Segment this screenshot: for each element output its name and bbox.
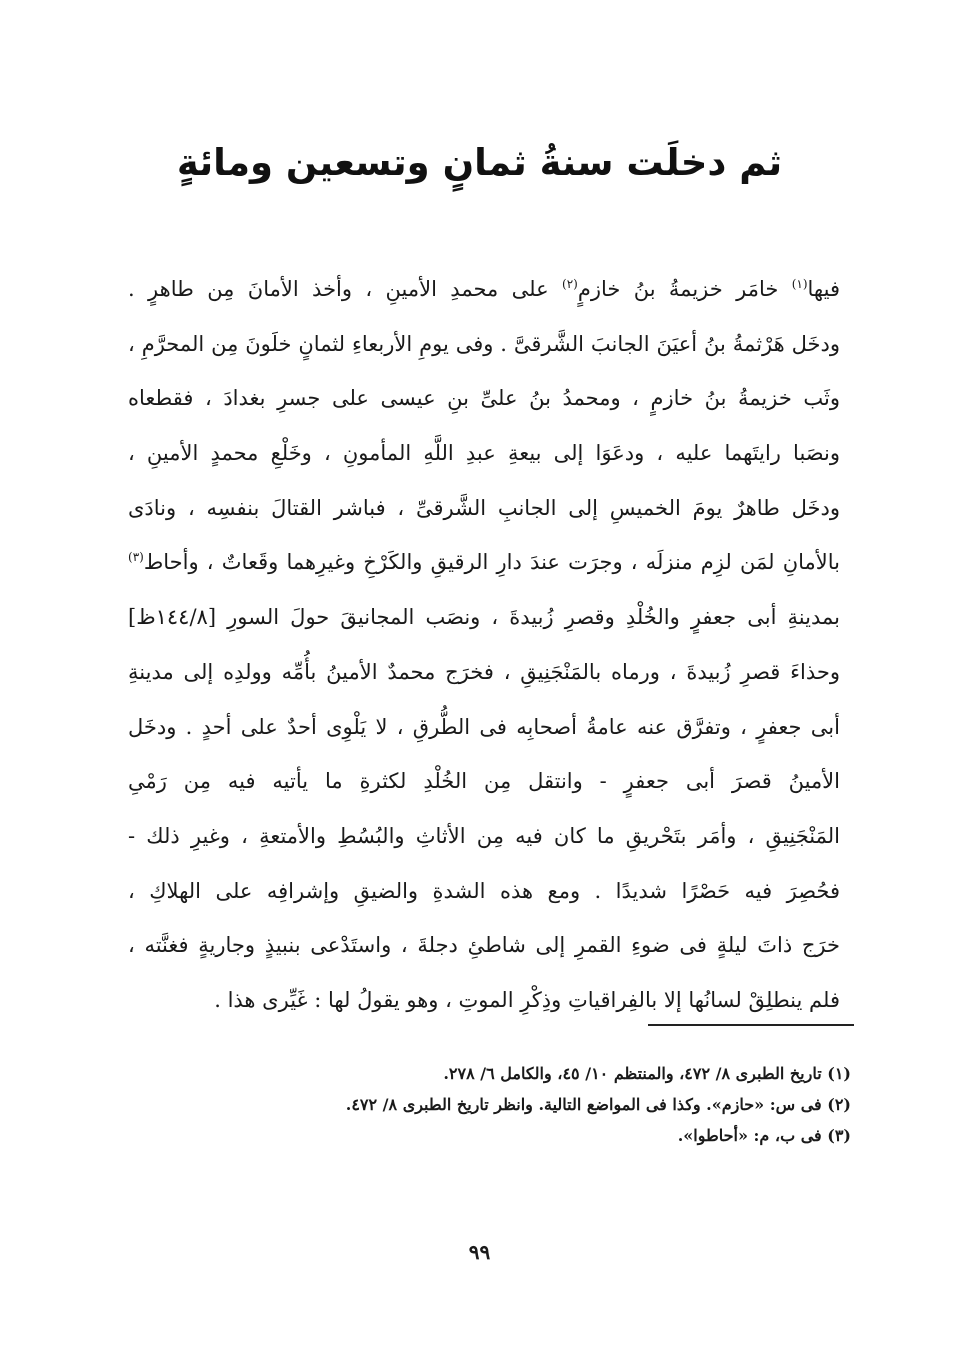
text-segment: ونصَبا رايتَهما عليه ، ودعَوَا إلى بيعةِ عبدِ اللَّهِ المأمونِ ، وخَلْعِ محمدٍ الأمينِ ، [128, 441, 840, 466]
footnotes [151, 1058, 851, 1151]
text-segment: خرَج ذاتَ ليلةٍ فى ضوءِ القمرِ إلى شاطئِ دجلةَ ، واستَدْعى بنبيذٍ وجاريةٍ فغنَّته ، [128, 933, 840, 958]
text-line [128, 809, 840, 864]
footnote-ref-2[interactable]: (٢) [562, 277, 578, 291]
text-segment: المَنْجَنِيقِ ، وأمَر بتَحْريقِ ما كان فيه مِن الأثاثِ والبُسُطِ والأمتعةِ ، وغيرِ ذلك - [128, 823, 840, 848]
text-segment: فيها [807, 277, 840, 301]
text-line [128, 481, 840, 536]
text-line [128, 864, 840, 919]
footnote-2: (٢) فى س: «حازم». وكذا فى المواضع التالية. وانظر تاريخ الطبرى ٨/ ٤٧٢. [345, 1095, 851, 1114]
text-line [128, 645, 840, 700]
text-line [128, 754, 840, 809]
text-segment: على محمدِ الأمينِ ، وأخذ الأمانَ مِن طاهرٍ . [128, 277, 562, 301]
text-line [128, 535, 840, 590]
text-segment: ودخَل هَرْثمةُ بنُ أعيَنَ الجانبَ الشَّرقىَّ . وفى يومِ الأربعاءِ لثمانٍ خلَونَ مِن المحرَّمِ ، [128, 331, 840, 356]
text-segment: الأمينُ قصرَ أبى جعفرٍ - وانتقل مِن الخُلْدِ لكثرةِ ما يأتيه فيه مِن رَمْىِ [128, 769, 840, 794]
footnote-separator [648, 1024, 854, 1026]
text-segment: بمدينةِ أبى جعفرٍ والخُلْدِ وقصرِ زُبيدةَ ، ونصَب المجانيقَ حولَ السورِ [١٤٤/٨ظ] [128, 605, 840, 630]
text-line [128, 918, 840, 973]
text-segment: ودخَل طاهرٌ يومَ الخميسِ إلى الجانبِ الشَّرقىِّ ، فباشر القتالَ بنفسِه ، ونادَى [128, 495, 840, 520]
footnote-ref-3[interactable]: (٣) [128, 550, 144, 565]
text-segment: أبى جعفرٍ ، وتفرَّق عنه عامةُ أصحابِه فى الطُّرقِ ، لا يَلْوِى أحدٌ على أحدٍ . ودخَل [128, 714, 840, 739]
text-segment: بالأمانِ لمَن لزِم منزلَه ، وجرَت عندَ دارِ الرقيقِ والكَرْخِ وغيرِهما وقَعاتٌ ، وأحاط [143, 550, 840, 575]
chapter-title: ثم دخلَت سنةُ ثمانٍ وتسعين ومائةٍ [176, 141, 783, 184]
body-text [128, 262, 840, 1028]
footnote-1: (١) تاريخ الطبرى ٨/ ٤٧٢، والمنتظم ١٠/ ٤٥، والكامل ٦/ ٢٧٨. [443, 1064, 851, 1083]
text-line [128, 590, 840, 645]
text-line [128, 262, 840, 317]
text-segment: فلم ينطلِقْ لسانُها إلا بالفِراقياتِ وذِكْرِ الموتِ ، وهو يقولُ لها : غَيِّرى هذا . [214, 987, 840, 1012]
text-segment: وثَب خزيمةُ بنُ خازمٍ ، ومحمدُ بنُ علىِّ بنِ عيسى على جسرِ بغدادَ ، فقطعاه [128, 386, 840, 411]
text-line [128, 426, 840, 481]
text-line [128, 371, 840, 426]
text-line [128, 317, 840, 372]
footnote-ref-1[interactable]: (١) [791, 277, 808, 291]
text-segment: فحُصِرَ فيه حَصْرًا شديدًا . ومع هذه الشدةِ والضيقِ وإشرافِه على الهلاكِ ، [128, 878, 840, 903]
text-segment: وحذاءَ قصرِ زُبيدةَ ، ورماه بالمَنْجَنِيقِ ، فخرَج محمدٌ الأمينُ بأُمِّه وولدِه إلى مدينةِ [128, 659, 840, 684]
text-line [128, 700, 840, 755]
text-segment: خامَر خزيمةُ بنُ خازمٍ [577, 277, 792, 301]
page-number: ٩٩ [468, 1240, 491, 1264]
footnote-3: (٣) فى ب، م: «أحاطوا». [677, 1126, 851, 1145]
text-line [128, 973, 840, 1028]
